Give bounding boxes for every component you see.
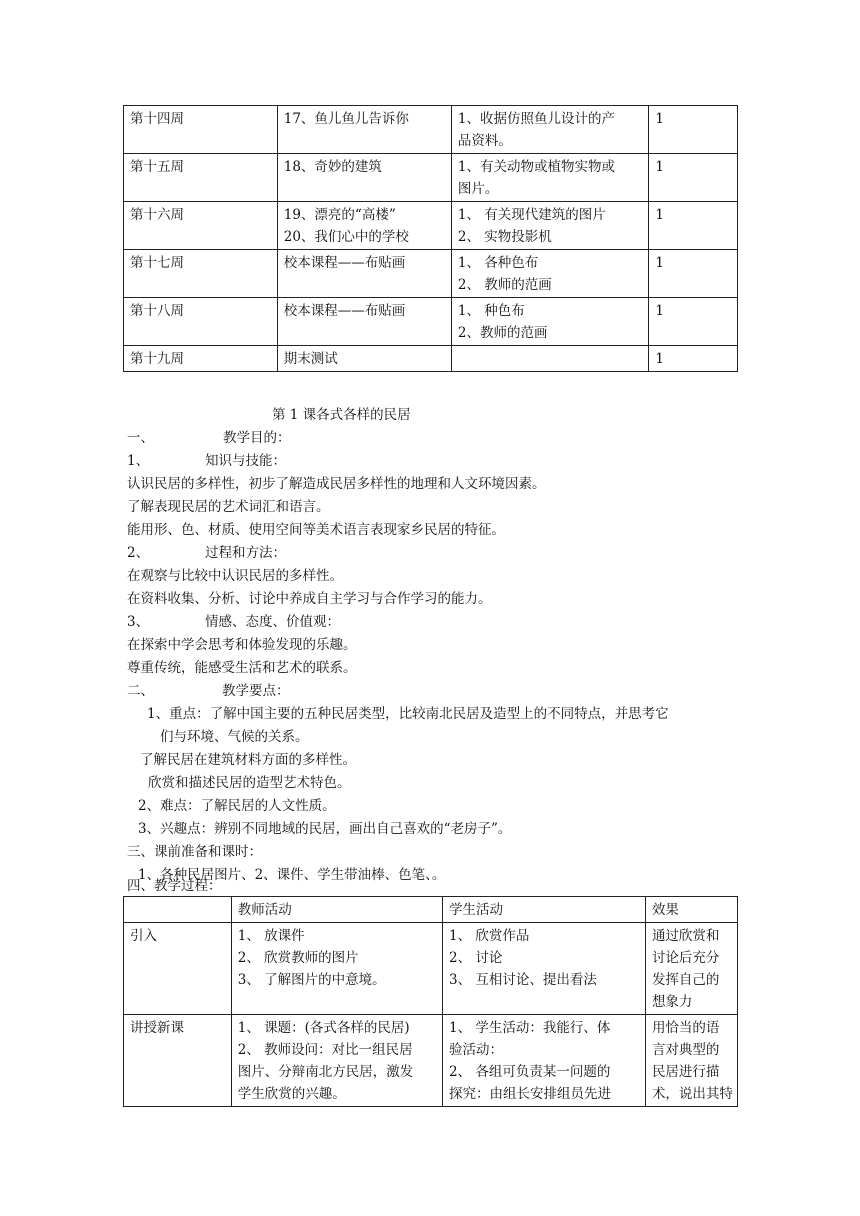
schedule-row [124, 298, 738, 346]
column-header [443, 897, 646, 923]
preparation-cell-line [458, 348, 644, 370]
column-header [231, 897, 442, 923]
teacher-activity-cell-line: 2、 欣赏教师的图片 [237, 950, 359, 966]
preparation-cell [451, 250, 649, 298]
lesson-cell [277, 250, 451, 298]
hours-cell [649, 202, 738, 250]
hours-cell [649, 346, 738, 372]
teacher-activity-cell-line: 学生欣赏的兴趣。 [237, 1086, 346, 1102]
section-2-number: 二、 [127, 683, 154, 699]
effect-cell-line: 用恰当的语 [651, 1020, 720, 1036]
objective-knowledge-number: 1、 [127, 453, 150, 469]
preparation-cell-line: 品资料。 [457, 133, 512, 149]
section-1-number: 一、 [127, 430, 154, 446]
student-activity-cell-line: 验活动： [449, 1042, 504, 1058]
week-cell-line: 第十四周 [130, 111, 184, 127]
preparation-cell [451, 154, 649, 202]
preparation-cell-line: 1、有关动物或植物实物或 [457, 159, 615, 175]
stage-cell [124, 1015, 232, 1107]
hours-cell-line: 1 [655, 207, 664, 223]
student-activity-cell-line: 3、 互相讨论、提出看法 [449, 972, 597, 988]
effect-cell-line: 言对典型的 [651, 1042, 720, 1058]
teacher-activity-cell-line: 1、 放课件 [237, 928, 305, 944]
preparation-cell-line: 2、 教师的范画 [457, 277, 552, 293]
student-activity-cell-line: 2、 各组可负责某一问题的 [449, 1064, 611, 1080]
process-row [124, 923, 738, 1015]
hours-cell [649, 298, 738, 346]
key-point-line: 欣赏和描述民居的造型艺术特色。 [148, 775, 351, 791]
week-cell-line: 第十五周 [130, 159, 184, 175]
section-1-heading: 教学目的： [223, 430, 291, 446]
week-cell-line: 第十七周 [130, 255, 184, 271]
effect-cell [645, 923, 737, 1015]
teaching-process-table [123, 896, 738, 1107]
hours-cell [649, 106, 738, 154]
effect-cell-line: 通过欣赏和 [651, 928, 720, 944]
objective-emotion-heading: 情感、态度、价值观： [205, 614, 340, 630]
effect-cell [645, 1015, 737, 1107]
schedule-row [124, 250, 738, 298]
lesson-cell-line: 18、奇妙的建筑 [283, 159, 382, 175]
student-activity-cell-line: 2、 讨论 [449, 950, 503, 966]
column-header-line: 学生活动 [449, 902, 504, 918]
column-header-line: 效果 [651, 902, 679, 918]
teacher-activity-cell-line: 图片、分辩南北方民居，激发 [237, 1064, 414, 1080]
objective-process-line: 在资料收集、分析、讨论中养成自主学习与合作学习的能力。 [127, 591, 492, 607]
teacher-activity-cell-line: 3、 了解图片的中意境。 [237, 972, 386, 988]
objective-knowledge-heading: 知识与技能： [205, 453, 286, 469]
objective-knowledge-line: 了解表现民居的艺术词汇和语言。 [127, 499, 330, 515]
objective-knowledge-line: 认识民居的多样性，初步了解造成民居多样性的地理和人文环境因素。 [127, 476, 546, 492]
teacher-activity-cell [231, 923, 442, 1015]
schedule-table-body [124, 106, 738, 372]
schedule-row [124, 106, 738, 154]
schedule-row [124, 154, 738, 202]
effect-cell-line: 发挥自己的 [651, 972, 720, 988]
week-cell [124, 154, 278, 202]
section-3-heading: 三、课前准备和课时： [127, 844, 262, 860]
objective-process-heading: 过程和方法： [205, 545, 286, 561]
effect-cell-line: 民居进行描 [651, 1064, 720, 1080]
lesson-title: 第 1 课各式各样的民居 [272, 407, 411, 423]
column-header-line [130, 899, 226, 921]
preparation-cell [451, 106, 649, 154]
hours-cell [649, 154, 738, 202]
column-header [645, 897, 737, 923]
lesson-cell-line: 校本课程——布贴画 [283, 303, 406, 319]
student-activity-cell-line: 1、 学生活动：我能行、体 [449, 1020, 611, 1036]
objective-emotion-line: 在探索中学会思考和体验发现的乐趣。 [127, 637, 357, 653]
schedule-table [123, 105, 738, 372]
section-2-heading: 教学要点： [222, 683, 290, 699]
teaching-process-body [124, 923, 738, 1107]
hours-cell-line: 1 [655, 303, 664, 319]
effect-cell-line: 术，说出其特 [651, 1086, 733, 1102]
teacher-activity-cell [231, 1015, 442, 1107]
preparation-cell-line: 图片。 [457, 181, 499, 197]
objective-knowledge-line: 能用形、色、材质、使用空间等美术语言表现家乡民居的特征。 [127, 522, 505, 538]
stage-cell-line: 引入 [130, 928, 157, 944]
hours-cell-line: 1 [655, 159, 664, 175]
column-header [124, 897, 232, 923]
process-row [124, 1015, 738, 1107]
effect-cell-line: 讨论后充分 [651, 950, 720, 966]
preparation-cell [451, 202, 649, 250]
preparation-cell-line: 1、 各种色布 [457, 255, 539, 271]
objective-process-number: 2、 [127, 545, 150, 561]
column-header-line: 教师活动 [237, 902, 292, 918]
lesson-cell-line: 校本课程——布贴画 [283, 255, 406, 271]
key-point-line: 们与环境、气候的关系。 [160, 729, 309, 745]
section-3-line: 1、各种民居图片、2、课件、学生带油棒、色笔、。 [138, 867, 446, 883]
lesson-cell [277, 298, 451, 346]
teacher-activity-cell-line: 1、 课题：(各式各样的民居) [237, 1020, 410, 1036]
student-activity-cell-line: 1、 欣赏作品 [449, 928, 530, 944]
teacher-activity-cell-line: 2、 教师设问：对比一组民居 [237, 1042, 413, 1058]
stage-cell-line: 讲授新课 [130, 1020, 184, 1036]
preparation-cell-line: 1、 种色布 [457, 303, 525, 319]
lesson-cell [277, 346, 451, 372]
week-cell [124, 298, 278, 346]
student-activity-cell [443, 923, 646, 1015]
preparation-cell-line: 1、 有关现代建筑的图片 [457, 207, 606, 223]
lesson-cell [277, 106, 451, 154]
schedule-row [124, 346, 738, 372]
hours-cell-line: 1 [655, 255, 664, 271]
effect-cell-line: 想象力 [651, 994, 693, 1010]
section-4-heading: 四、教学过程： [127, 878, 222, 894]
objective-emotion-line: 尊重传统，能感受生活和艺术的联系。 [127, 660, 357, 676]
week-cell [124, 202, 278, 250]
week-cell [124, 106, 278, 154]
student-activity-cell-line: 探究：由组长安排组员先进 [449, 1086, 612, 1102]
hours-cell-line: 1 [655, 111, 664, 127]
stage-cell [124, 923, 232, 1015]
preparation-cell-line: 1、收据仿照鱼儿设计的产 [457, 111, 615, 127]
objective-process-line: 在观察与比较中认识民居的多样性。 [127, 568, 343, 584]
key-point-line: 了解民居在建筑材料方面的多样性。 [140, 752, 356, 768]
preparation-cell [451, 346, 649, 372]
lesson-cell-line: 20、我们心中的学校 [283, 229, 409, 245]
preparation-cell-line: 2、 实物投影机 [457, 229, 552, 245]
hours-cell-line: 1 [655, 351, 664, 367]
lesson-cell [277, 202, 451, 250]
week-cell-line: 第十八周 [130, 303, 184, 319]
hours-cell [649, 250, 738, 298]
key-point-line: 1、重点：了解中国主要的五种民居类型，比较南北民居及造型上的不同特点，并思考它 [147, 706, 669, 722]
teaching-process-header [124, 897, 738, 923]
preparation-cell-line: 2、教师的范画 [457, 325, 548, 341]
lesson-cell [277, 154, 451, 202]
difficulty-line: 2、难点：了解民居的人文性质。 [138, 798, 336, 814]
week-cell [124, 250, 278, 298]
lesson-cell-line: 19、漂亮的“高楼” [283, 207, 396, 223]
schedule-row [124, 202, 738, 250]
student-activity-cell [443, 1015, 646, 1107]
week-cell-line: 第十九周 [130, 351, 184, 367]
week-cell-line: 第十六周 [130, 207, 184, 223]
lesson-cell-line: 17、鱼儿鱼儿告诉你 [283, 111, 409, 127]
interest-line: 3、兴趣点：辨别不同地域的民居，画出自己喜欢的“老房子”。 [138, 821, 512, 837]
objective-emotion-number: 3、 [127, 614, 150, 630]
process-header-row [124, 897, 738, 923]
preparation-cell [451, 298, 649, 346]
week-cell [124, 346, 278, 372]
lesson-cell-line: 期末测试 [283, 351, 338, 367]
